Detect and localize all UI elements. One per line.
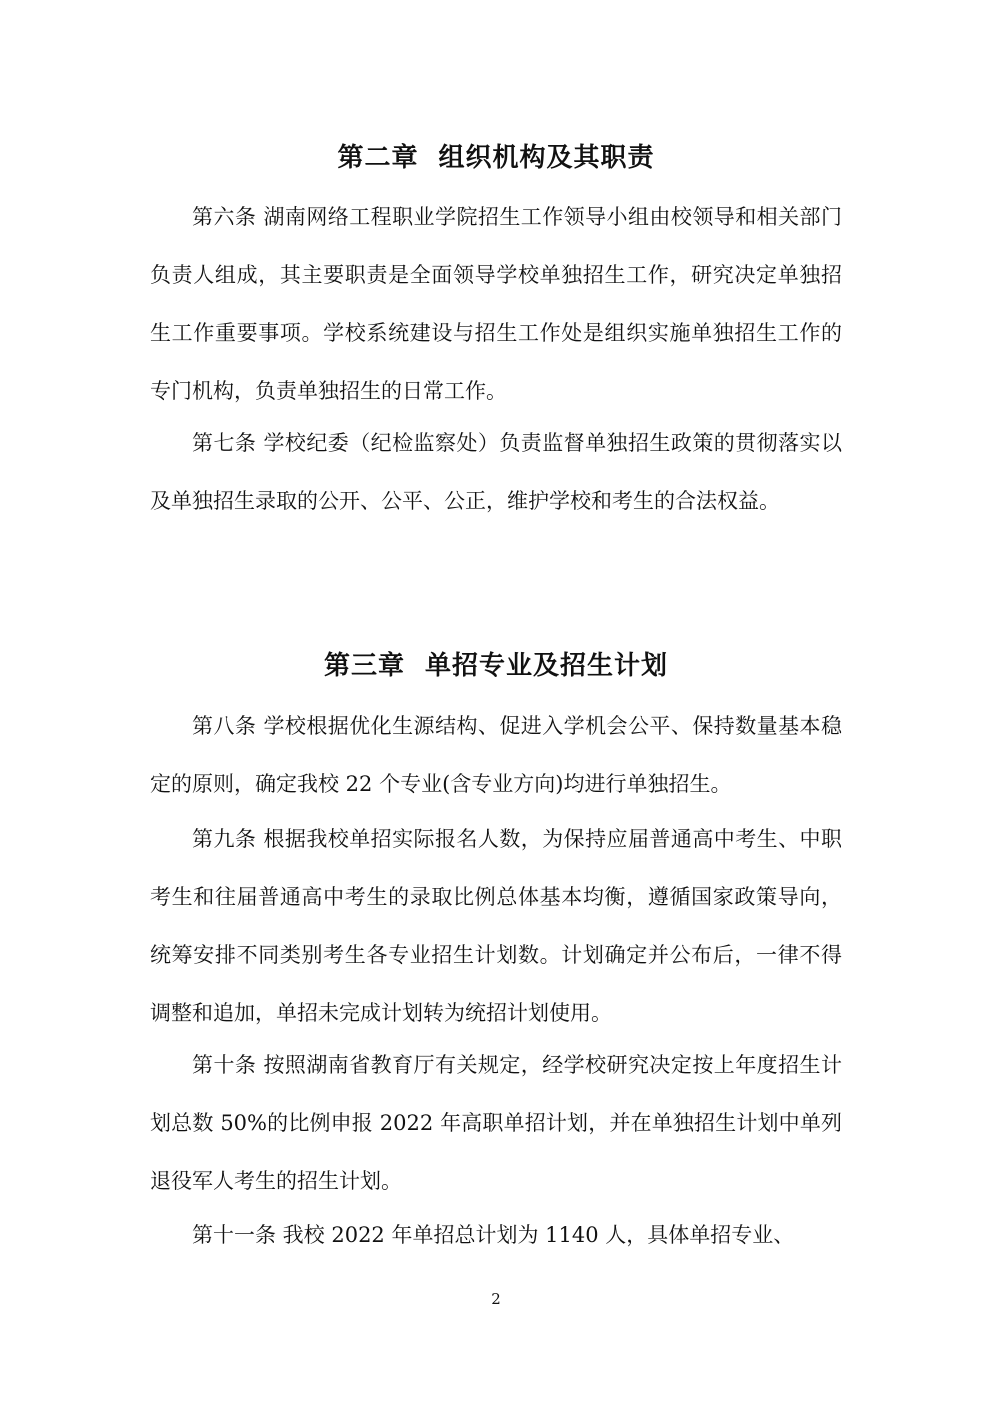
- chapter-2-heading: 第二章 组织机构及其职责: [337, 143, 655, 173]
- article-7: 第七条 学校纪委（纪检监察处）负责监督单独招生政策的贯彻落实以及单独招生录取的公开、公平、公正，维护学校和考生的合法权益。: [150, 431, 842, 513]
- chapter-3-heading: 第三章 单招专业及招生计划: [323, 651, 669, 681]
- page-number: 2: [491, 1290, 501, 1308]
- article-6: 第六条 湖南网络工程职业学院招生工作领导小组由校领导和相关部门负责人组成，其主要职责是全面领导学校单独招生工作，研究决定单独招生工作重要事项。学校系统建设与招生工作处是组织实施单独招生工作的专门机构，负责单独招生的日常工作。: [150, 205, 842, 403]
- article-9: 第九条 根据我校单招实际报名人数，为保持应届普通高中考生、中职考生和往届普通高中考生的录取比例总体基本均衡，遵循国家政策导向，统筹安排不同类别考生各专业招生计划数。计划确定并公布后，一律不得调整和追加，单招未完成计划转为统招计划使用。: [150, 827, 842, 1025]
- article-10: 第十条 按照湖南省教育厅有关规定，经学校研究决定按上年度招生计划总数 50%的比例申报 2022 年高职单招计划，并在单独招生计划中单列退役军人考生的招生计划。: [150, 1053, 842, 1193]
- article-8: 第八条 学校根据优化生源结构、促进入学机会公平、保持数量基本稳定的原则，确定我校 22 个专业(含专业方向)均进行单独招生。: [150, 714, 842, 796]
- article-11: 第十一条 我校 2022 年单招总计划为 1140 人，具体单招专业、: [192, 1223, 795, 1247]
